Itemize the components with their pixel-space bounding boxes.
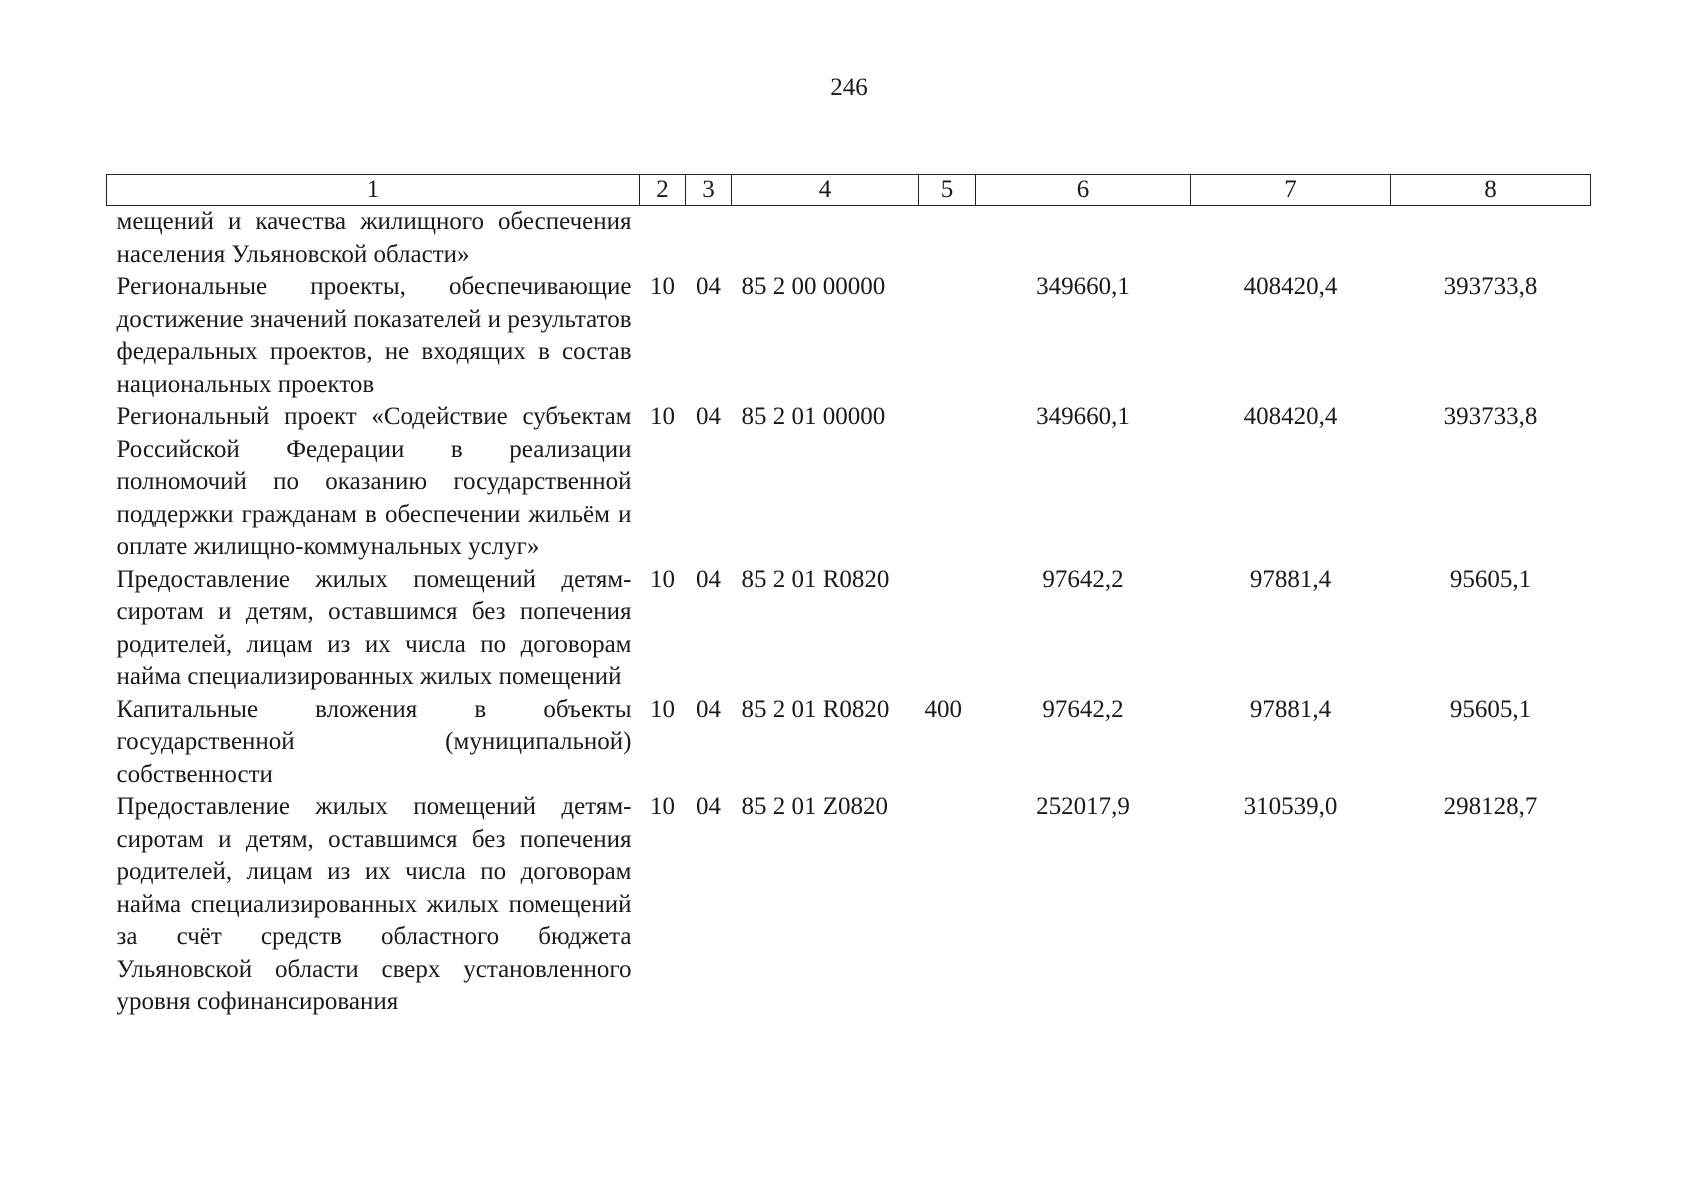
row-amount-year-1: 97642,2 xyxy=(1042,695,1124,723)
header-col-4: 4 xyxy=(732,175,919,206)
row-name: Региональные проекты, обеспечивающие достижение значений показателей и результатов федеральных проектов, не входящих в состав национальных проектов xyxy=(116,273,632,398)
header-col-6: 6 xyxy=(976,175,1191,206)
row-name: Предоставление жилых помещений детям-сиротам и детям, оставшимся без попечения родителей, лицам из их числа по договорам найма специализированных жилых помещений за счёт средств областного бюджета Ульяновской области сверх установленного уровня софинансирования xyxy=(116,793,632,1015)
row-amount-year-3: 393733,8 xyxy=(1443,273,1538,300)
table-row xyxy=(107,564,1591,694)
header-row xyxy=(107,175,1591,206)
row-amount-year-2: 408420,4 xyxy=(1243,273,1338,300)
row-amount-year-2: 408420,4 xyxy=(1243,403,1338,430)
row-name: Региональный проект «Содействие субъектам Российской Федерации в реализации полномочий по оказанию государственной поддержки гражданам в обеспечении жильём и оплате жилищно-коммунальных услуг» xyxy=(116,403,632,560)
row-target-article: 85 2 01 00000 xyxy=(741,403,886,430)
row-expense-type xyxy=(919,401,976,564)
row-amount-year-3: 393733,8 xyxy=(1443,403,1538,430)
row-amount-year-3 xyxy=(1391,206,1591,272)
row-subsection: 04 xyxy=(696,273,721,300)
table-row xyxy=(107,791,1591,1019)
row-expense-type xyxy=(919,271,976,401)
header-col-8: 8 xyxy=(1391,175,1591,206)
table-row xyxy=(107,401,1591,564)
row-name: Предоставление жилых помещений детям-сиротам и детям, оставшимся без попечения родителей, лицам из их числа по договорам найма специализированных жилых помещений xyxy=(116,565,632,690)
row-section: 10 xyxy=(650,403,675,430)
row-amount-year-1: 349660,1 xyxy=(1036,403,1130,430)
row-amount-year-3: 95605,1 xyxy=(1449,695,1532,723)
row-expense-type xyxy=(919,206,976,272)
header-col-2: 2 xyxy=(640,175,686,206)
row-amount-year-2 xyxy=(1191,206,1391,272)
header-col-5: 5 xyxy=(919,175,976,206)
header-col-7: 7 xyxy=(1191,175,1391,206)
header-col-3: 3 xyxy=(686,175,732,206)
row-name: мещений и качества жилищного обеспечения населения Ульяновской области» xyxy=(116,208,632,268)
table-row xyxy=(107,206,1591,272)
row-subsection: 04 xyxy=(696,695,721,723)
row-subsection xyxy=(686,206,732,272)
table-row xyxy=(107,694,1591,792)
row-subsection: 04 xyxy=(696,565,721,593)
row-expense-type xyxy=(919,791,976,1019)
row-target-article: 85 2 01 R0820 xyxy=(741,565,890,593)
row-expense-type xyxy=(919,564,976,694)
row-target-article xyxy=(732,206,919,272)
row-amount-year-2: 310539,0 xyxy=(1243,793,1338,820)
table-row xyxy=(107,271,1591,401)
row-section: 10 xyxy=(650,793,675,820)
table-header xyxy=(107,175,1591,206)
row-amount-year-3: 95605,1 xyxy=(1449,565,1532,593)
header-col-1: 1 xyxy=(107,175,640,206)
row-amount-year-1: 252017,9 xyxy=(1036,793,1130,820)
row-target-article: 85 2 01 Z0820 xyxy=(741,793,889,820)
row-amount-year-1: 97642,2 xyxy=(1042,565,1124,593)
row-subsection: 04 xyxy=(696,793,721,820)
page-number: 246 xyxy=(830,74,868,101)
row-name: Капитальные вложения в объекты государственной (муниципальной) собственности xyxy=(116,695,632,788)
row-subsection: 04 xyxy=(696,403,721,430)
row-amount-year-3: 298128,7 xyxy=(1443,793,1538,820)
table-body xyxy=(107,206,1591,1019)
row-amount-year-1: 349660,1 xyxy=(1036,273,1130,300)
row-section: 10 xyxy=(650,695,675,723)
row-section xyxy=(640,206,686,272)
row-section: 10 xyxy=(650,273,675,300)
row-amount-year-2: 97881,4 xyxy=(1249,695,1332,723)
budget-table xyxy=(106,174,1591,1019)
row-amount-year-2: 97881,4 xyxy=(1249,565,1332,593)
row-amount-year-1 xyxy=(976,206,1191,272)
row-section: 10 xyxy=(650,565,675,593)
row-expense-type: 400 xyxy=(924,695,962,723)
row-target-article: 85 2 00 00000 xyxy=(741,273,886,300)
row-target-article: 85 2 01 R0820 xyxy=(741,695,890,723)
